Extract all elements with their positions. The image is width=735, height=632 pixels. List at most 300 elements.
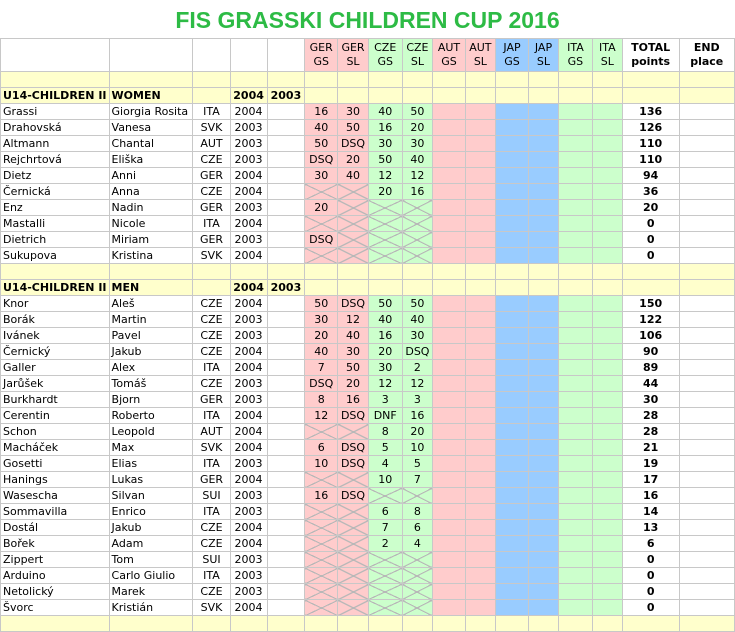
section-year2: 2003: [267, 280, 305, 296]
section-blank: [559, 88, 593, 104]
race-result: [528, 536, 558, 552]
athlete-row: [1, 488, 735, 504]
race-result: [305, 248, 338, 264]
athlete-year: 2004: [230, 168, 267, 184]
race-result: [496, 520, 529, 536]
race-discipline: GS: [377, 55, 393, 68]
end-place: [679, 152, 734, 168]
athlete-row: [1, 456, 735, 472]
race-result: 50: [305, 296, 338, 312]
athlete-row: [1, 216, 735, 232]
total-points: 17: [622, 472, 679, 488]
athlete-last-name: Švorc: [1, 600, 110, 616]
race-discipline: GS: [441, 55, 457, 68]
race-result: [465, 360, 495, 376]
end-place: [679, 232, 734, 248]
race-result: [528, 136, 558, 152]
section-blank: [679, 88, 734, 104]
total-points: 0: [622, 552, 679, 568]
total-points: 0: [622, 248, 679, 264]
race-result: [592, 296, 622, 312]
athlete-row: [1, 392, 735, 408]
athlete-first-name: Kristián: [109, 600, 193, 616]
race-result: [559, 296, 593, 312]
end-place: [679, 440, 734, 456]
race-result: [528, 312, 558, 328]
section-blank: [622, 88, 679, 104]
race-country: CZE: [406, 41, 429, 54]
separator-cell: [267, 616, 305, 632]
race-result: [559, 600, 593, 616]
race-result: [465, 296, 495, 312]
total-points: 150: [622, 296, 679, 312]
race-result: [559, 248, 593, 264]
total-points: 0: [622, 568, 679, 584]
athlete-nation: CZE: [193, 584, 230, 600]
end-place: [679, 376, 734, 392]
race-result: [496, 312, 529, 328]
race-result: 16: [368, 120, 402, 136]
race-result: [465, 200, 495, 216]
section-blank: [305, 88, 338, 104]
race-result: [433, 584, 465, 600]
athlete-year: 2003: [230, 584, 267, 600]
separator-cell: [433, 264, 465, 280]
blank-cell: [267, 456, 305, 472]
total-points: 14: [622, 504, 679, 520]
athlete-year: 2004: [230, 424, 267, 440]
athlete-first-name: Leopold: [109, 424, 193, 440]
race-result: [592, 328, 622, 344]
race-result: [338, 472, 369, 488]
race-result: 12: [368, 168, 402, 184]
race-result: [402, 568, 433, 584]
race-header: [338, 39, 369, 72]
athlete-nation: SVK: [193, 120, 230, 136]
race-result: [559, 104, 593, 120]
race-result: DSQ: [338, 456, 369, 472]
race-result: 16: [305, 104, 338, 120]
race-result: [465, 520, 495, 536]
athlete-first-name: Adam: [109, 536, 193, 552]
race-result: [305, 184, 338, 200]
athlete-year: 2003: [230, 328, 267, 344]
race-result: [368, 200, 402, 216]
race-result: [592, 392, 622, 408]
race-result: [559, 328, 593, 344]
athlete-year: 2003: [230, 136, 267, 152]
separator-row: [1, 264, 735, 280]
separator-cell: [230, 72, 267, 88]
athlete-row: [1, 312, 735, 328]
athlete-first-name: Max: [109, 440, 193, 456]
athlete-row: [1, 184, 735, 200]
race-result: [433, 440, 465, 456]
race-result: 7: [368, 520, 402, 536]
athlete-first-name: Kristina: [109, 248, 193, 264]
total-points: 6: [622, 536, 679, 552]
race-result: [465, 392, 495, 408]
athlete-year: 2003: [230, 152, 267, 168]
race-result: 16: [368, 328, 402, 344]
section-blank: [528, 88, 558, 104]
header-blank: [230, 39, 267, 72]
section-blank: [193, 88, 230, 104]
separator-cell: [267, 72, 305, 88]
athlete-last-name: Arduino: [1, 568, 110, 584]
end-header-line1: END: [693, 41, 720, 54]
race-result: [338, 568, 369, 584]
section-year2: 2003: [267, 88, 305, 104]
race-result: DSQ: [338, 440, 369, 456]
race-result: 10: [305, 456, 338, 472]
race-result: [368, 584, 402, 600]
athlete-year: 2004: [230, 296, 267, 312]
athlete-year: 2004: [230, 344, 267, 360]
athlete-first-name: Marek: [109, 584, 193, 600]
race-discipline: SL: [473, 55, 487, 68]
race-result: [305, 600, 338, 616]
athlete-row: [1, 584, 735, 600]
race-result: [305, 584, 338, 600]
race-result: 30: [338, 104, 369, 120]
race-result: [465, 136, 495, 152]
race-result: 6: [368, 504, 402, 520]
end-place: [679, 408, 734, 424]
end-place: [679, 344, 734, 360]
athlete-nation: CZE: [193, 376, 230, 392]
race-result: [496, 232, 529, 248]
race-result: [465, 232, 495, 248]
athlete-row: [1, 552, 735, 568]
athlete-last-name: Wasescha: [1, 488, 110, 504]
athlete-year: 2003: [230, 488, 267, 504]
race-result: [559, 424, 593, 440]
race-country: JAP: [503, 41, 521, 54]
race-result: 10: [368, 472, 402, 488]
race-result: [496, 344, 529, 360]
athlete-nation: CZE: [193, 312, 230, 328]
athlete-first-name: Tom: [109, 552, 193, 568]
race-result: [528, 552, 558, 568]
race-result: [368, 232, 402, 248]
total-points: 19: [622, 456, 679, 472]
race-result: [559, 504, 593, 520]
athlete-last-name: Jarůšek: [1, 376, 110, 392]
end-place: [679, 552, 734, 568]
section-blank: [193, 280, 230, 296]
race-result: 20: [368, 184, 402, 200]
race-result: [433, 456, 465, 472]
race-result: [496, 168, 529, 184]
race-result: [433, 120, 465, 136]
end-place: [679, 328, 734, 344]
race-result: [528, 600, 558, 616]
race-result: [496, 488, 529, 504]
race-result: [305, 520, 338, 536]
race-result: [592, 520, 622, 536]
race-result: [465, 376, 495, 392]
athlete-first-name: Enrico: [109, 504, 193, 520]
separator-cell: [402, 72, 433, 88]
separator-cell: [496, 72, 529, 88]
total-points: 28: [622, 408, 679, 424]
race-result: 20: [305, 200, 338, 216]
race-result: [528, 440, 558, 456]
athlete-nation: AUT: [193, 424, 230, 440]
athlete-last-name: Altmann: [1, 136, 110, 152]
race-result: [592, 312, 622, 328]
race-result: [305, 424, 338, 440]
race-result: [402, 248, 433, 264]
race-result: 10: [402, 440, 433, 456]
race-result: [433, 216, 465, 232]
race-result: [402, 488, 433, 504]
race-header: [559, 39, 593, 72]
athlete-last-name: Macháček: [1, 440, 110, 456]
total-points: 13: [622, 520, 679, 536]
athlete-first-name: Anni: [109, 168, 193, 184]
total-points: 122: [622, 312, 679, 328]
athlete-nation: GER: [193, 168, 230, 184]
separator-cell: [496, 616, 529, 632]
athlete-year: 2003: [230, 568, 267, 584]
total-points: 21: [622, 440, 679, 456]
race-result: DSQ: [305, 152, 338, 168]
end-place: [679, 520, 734, 536]
end-place: [679, 456, 734, 472]
end-place: [679, 360, 734, 376]
race-result: [465, 440, 495, 456]
race-result: 12: [305, 408, 338, 424]
race-result: [496, 296, 529, 312]
athlete-last-name: Schon: [1, 424, 110, 440]
athlete-row: [1, 232, 735, 248]
total-points: 136: [622, 104, 679, 120]
race-result: 4: [368, 456, 402, 472]
athlete-year: 2004: [230, 360, 267, 376]
separator-cell: [338, 616, 369, 632]
athlete-row: [1, 328, 735, 344]
race-result: [592, 568, 622, 584]
race-result: [528, 152, 558, 168]
race-result: [465, 472, 495, 488]
race-result: [592, 200, 622, 216]
athlete-row: [1, 600, 735, 616]
athlete-last-name: Gosetti: [1, 456, 110, 472]
blank-cell: [267, 424, 305, 440]
race-result: [528, 504, 558, 520]
end-place: [679, 568, 734, 584]
athlete-row: [1, 360, 735, 376]
section-blank: [622, 280, 679, 296]
race-header: [305, 39, 338, 72]
separator-cell: [368, 264, 402, 280]
blank-cell: [267, 360, 305, 376]
athlete-first-name: Giorgia Rosita: [109, 104, 193, 120]
race-result: [528, 584, 558, 600]
race-result: [528, 456, 558, 472]
race-country: ITA: [567, 41, 584, 54]
athlete-last-name: Dostál: [1, 520, 110, 536]
race-result: [402, 232, 433, 248]
athlete-first-name: Miriam: [109, 232, 193, 248]
race-result: [433, 248, 465, 264]
total-points: 30: [622, 392, 679, 408]
section-blank: [305, 280, 338, 296]
section-blank: [402, 280, 433, 296]
blank-cell: [267, 344, 305, 360]
athlete-year: 2004: [230, 472, 267, 488]
total-points: 106: [622, 328, 679, 344]
race-result: [496, 184, 529, 200]
race-result: 30: [305, 312, 338, 328]
total-points: 110: [622, 152, 679, 168]
race-result: [433, 392, 465, 408]
race-discipline: SL: [600, 55, 614, 68]
race-result: [465, 568, 495, 584]
section-header-row: [1, 88, 735, 104]
race-result: 8: [402, 504, 433, 520]
athlete-first-name: Vanesa: [109, 120, 193, 136]
race-discipline: GS: [567, 55, 584, 68]
race-result: [496, 248, 529, 264]
end-place: [679, 296, 734, 312]
race-result: [592, 408, 622, 424]
separator-cell: [622, 264, 679, 280]
athlete-row: [1, 136, 735, 152]
race-result: [338, 504, 369, 520]
athlete-row: [1, 568, 735, 584]
race-result: 2: [368, 536, 402, 552]
athlete-last-name: Cerentin: [1, 408, 110, 424]
blank-cell: [267, 168, 305, 184]
race-header: [433, 39, 465, 72]
race-result: 16: [402, 408, 433, 424]
end-header: [679, 39, 734, 72]
race-result: [433, 344, 465, 360]
race-result: 50: [305, 136, 338, 152]
separator-cell: [1, 264, 110, 280]
blank-cell: [267, 104, 305, 120]
athlete-first-name: Silvan: [109, 488, 193, 504]
race-result: [559, 136, 593, 152]
race-result: 4: [402, 536, 433, 552]
race-result: [559, 440, 593, 456]
race-result: [592, 584, 622, 600]
athlete-year: 2004: [230, 440, 267, 456]
race-result: 30: [305, 168, 338, 184]
race-result: [465, 344, 495, 360]
race-result: [528, 424, 558, 440]
race-result: [433, 520, 465, 536]
athlete-nation: SVK: [193, 600, 230, 616]
race-result: 7: [305, 360, 338, 376]
race-result: [592, 360, 622, 376]
race-result: [528, 488, 558, 504]
header-blank: [193, 39, 230, 72]
athlete-nation: GER: [193, 232, 230, 248]
blank-cell: [267, 568, 305, 584]
athlete-nation: CZE: [193, 536, 230, 552]
race-result: 40: [338, 168, 369, 184]
race-result: 50: [368, 152, 402, 168]
athlete-last-name: Sommavilla: [1, 504, 110, 520]
section-blank: [496, 88, 529, 104]
race-result: [528, 360, 558, 376]
athlete-last-name: Černický: [1, 344, 110, 360]
race-result: [528, 568, 558, 584]
athlete-row: [1, 344, 735, 360]
race-result: [433, 232, 465, 248]
separator-cell: [559, 72, 593, 88]
race-result: [433, 472, 465, 488]
athlete-row: [1, 248, 735, 264]
race-result: [559, 456, 593, 472]
athlete-row: [1, 120, 735, 136]
total-points: 90: [622, 344, 679, 360]
athlete-row: [1, 440, 735, 456]
section-category: U14-CHILDREN II: [1, 88, 110, 104]
race-result: [592, 600, 622, 616]
race-result: [465, 168, 495, 184]
athlete-last-name: Burkhardt: [1, 392, 110, 408]
race-header: [368, 39, 402, 72]
separator-cell: [622, 616, 679, 632]
separator-cell: [193, 72, 230, 88]
blank-cell: [267, 376, 305, 392]
blank-cell: [267, 120, 305, 136]
athlete-year: 2004: [230, 600, 267, 616]
athlete-row: [1, 536, 735, 552]
athlete-first-name: Aleš: [109, 296, 193, 312]
total-points: 44: [622, 376, 679, 392]
athlete-nation: CZE: [193, 328, 230, 344]
race-result: 5: [402, 456, 433, 472]
race-result: [592, 216, 622, 232]
race-result: [592, 152, 622, 168]
race-result: [433, 376, 465, 392]
athlete-year: 2003: [230, 312, 267, 328]
athlete-nation: ITA: [193, 568, 230, 584]
race-result: [528, 296, 558, 312]
race-result: [402, 584, 433, 600]
athlete-row: [1, 520, 735, 536]
race-result: [433, 184, 465, 200]
race-result: [559, 584, 593, 600]
race-result: DSQ: [305, 232, 338, 248]
race-result: [433, 552, 465, 568]
separator-cell: [402, 616, 433, 632]
athlete-row: [1, 296, 735, 312]
blank-cell: [267, 312, 305, 328]
separator-cell: [433, 616, 465, 632]
end-place: [679, 584, 734, 600]
separator-cell: [338, 72, 369, 88]
race-result: [496, 376, 529, 392]
race-result: [559, 568, 593, 584]
athlete-first-name: Roberto: [109, 408, 193, 424]
athlete-first-name: Lukas: [109, 472, 193, 488]
blank-cell: [267, 136, 305, 152]
separator-cell: [465, 72, 495, 88]
race-result: [433, 504, 465, 520]
total-points: 0: [622, 232, 679, 248]
race-discipline: GS: [313, 55, 329, 68]
race-country: GER: [309, 41, 333, 54]
athlete-first-name: Eliška: [109, 152, 193, 168]
race-result: 8: [368, 424, 402, 440]
